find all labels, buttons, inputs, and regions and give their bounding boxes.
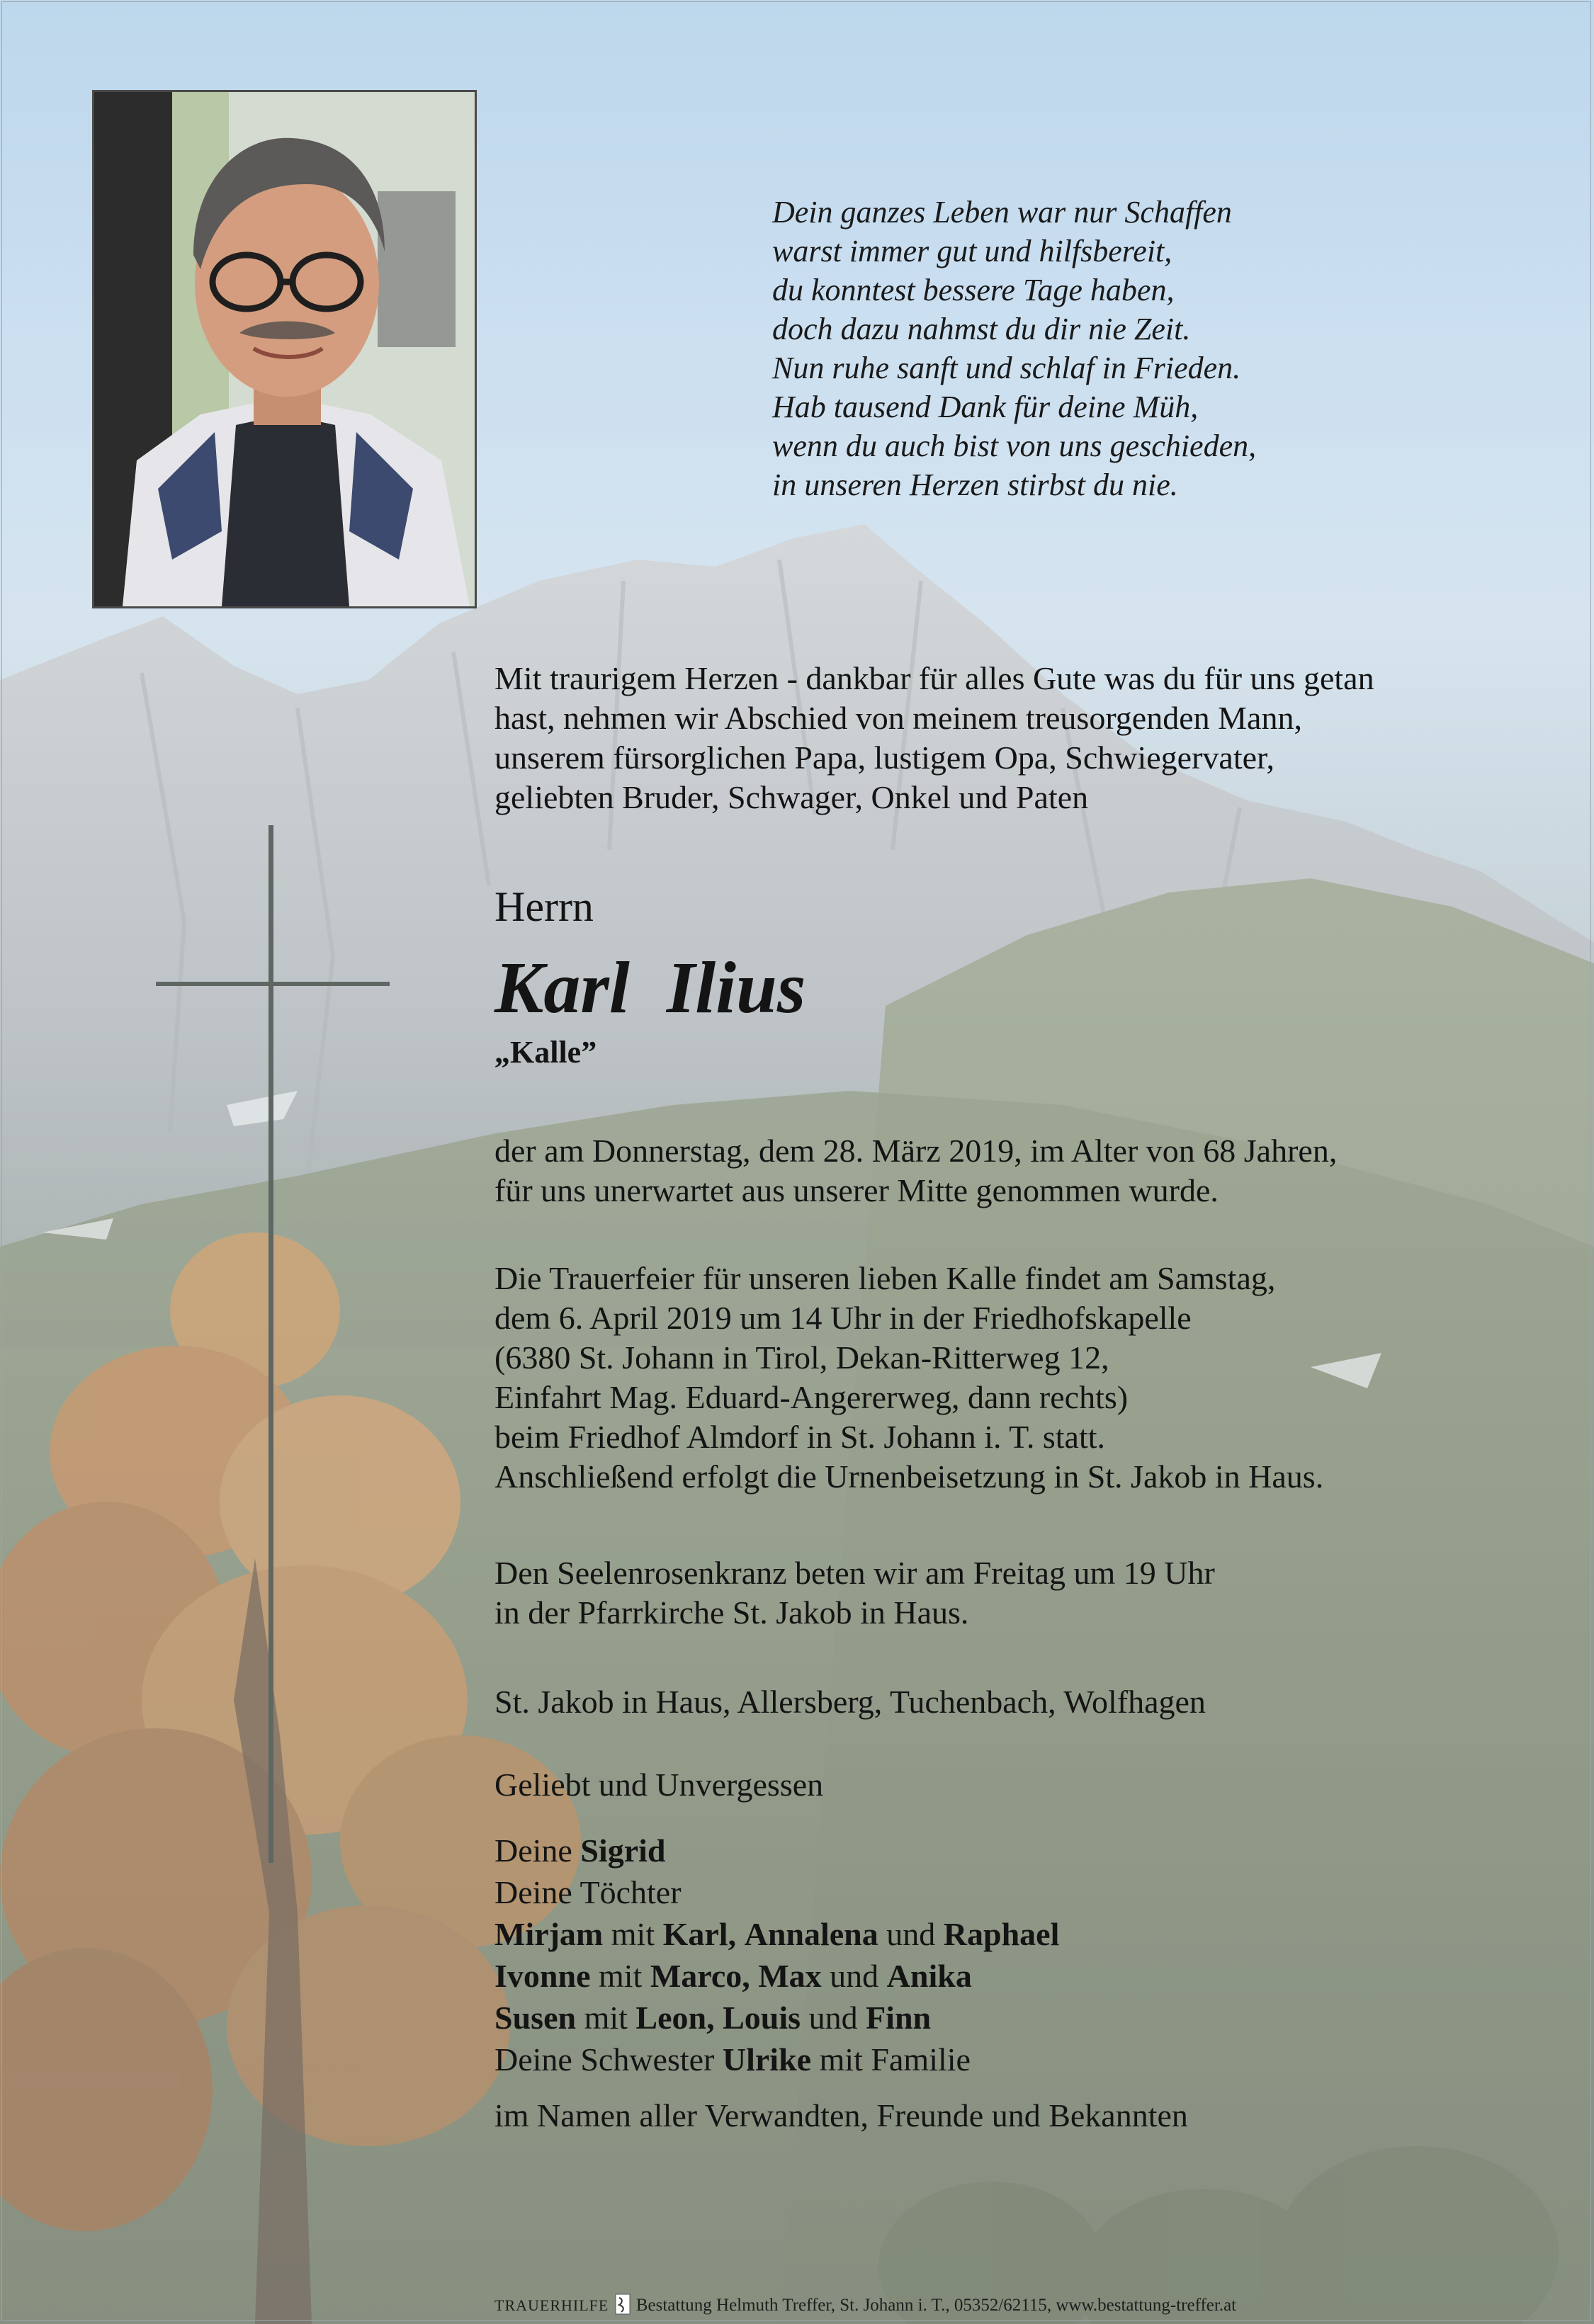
- family-connector: mit: [611, 1916, 655, 1952]
- funeral-line: beim Friedhof Almdorf in St. Johann i. T. statt.: [494, 1419, 1106, 1455]
- family-wife: [494, 1830, 1188, 1871]
- salutation: Herrn: [494, 883, 594, 930]
- memorial-poem: [772, 193, 1481, 504]
- rosary-line: in der Pfarrkirche St. Jakob in Haus.: [494, 1594, 969, 1631]
- family-name-bold: Anika: [886, 1958, 972, 1994]
- funeral-line: Anschließend erfolgt die Urnenbeisetzung in St. Jakob in Haus.: [494, 1458, 1324, 1495]
- family-name-bold: Ivonne: [494, 1958, 591, 1994]
- intro-paragraph: [494, 659, 1557, 817]
- closing-line: Geliebt und Unvergessen: [494, 1767, 824, 1803]
- funeral-line: Einfahrt Mag. Eduard-Angererweg, dann rechts): [494, 1379, 1129, 1415]
- family-connector: und: [830, 1958, 879, 1994]
- family-name-bold: Louis: [723, 2000, 801, 2036]
- family-name-bold: Finn: [866, 2000, 932, 2036]
- cross-icon-vertical: [269, 825, 273, 1863]
- family-name-bold: Raphael: [943, 1916, 1060, 1952]
- family-name-bold: Max: [758, 1958, 822, 1994]
- footer-trauerhilfe: TRAUERHILFE: [494, 2296, 609, 2314]
- signoff-line: im Namen aller Verwandten, Freunde und Bekannten: [494, 2097, 1188, 2133]
- undertaker-logo-icon: [615, 2294, 631, 2315]
- death-notice-line: für uns unerwartet aus unserer Mitte genommen wurde.: [494, 1172, 1219, 1208]
- family-label: Deine: [494, 1832, 572, 1869]
- poem-line: Hab tausend Dank für deine Müh,: [772, 390, 1199, 424]
- family-connector: und: [886, 1916, 936, 1952]
- family-name-bold: Sigrid: [580, 1832, 666, 1869]
- family-name-bold: Ulrike: [722, 2041, 812, 2078]
- funeral-details: [494, 1259, 1557, 1497]
- family-name-bold: Leon,: [635, 2000, 715, 2036]
- portrait-photo: [92, 90, 477, 608]
- poem-line: Dein ganzes Leben war nur Schaffen: [772, 195, 1232, 229]
- family-name-bold: Marco,: [650, 1958, 750, 1994]
- cross-icon-horizontal: [156, 982, 390, 986]
- first-name: Karl: [494, 947, 630, 1028]
- nickname: „Kalle”: [494, 1035, 597, 1070]
- rosary-details: [494, 1553, 1557, 1633]
- family-name-bold: Susen: [494, 2000, 577, 2036]
- family-label: mit Familie: [819, 2041, 971, 2078]
- intro-line: unserem fürsorglichen Papa, lustigem Opa, Schwiegervater,: [494, 739, 1274, 776]
- death-notice-line: der am Donnerstag, dem 28. März 2019, im Alter von 68 Jahren,: [494, 1133, 1338, 1169]
- footer: [494, 2294, 1236, 2316]
- places-line: St. Jakob in Haus, Allersberg, Tuchenbach, Wolfhagen: [494, 1684, 1206, 1720]
- family-sister: [494, 2039, 1188, 2080]
- footer-text: Bestattung Helmuth Treffer, St. Johann i. T., 05352/62115, www.bestattung-treffer.at: [635, 2296, 1237, 2315]
- poem-line: in unseren Herzen stirbst du nie.: [772, 467, 1178, 502]
- family-daughters-label: Deine Töchter: [494, 1874, 682, 1910]
- death-notice: [494, 1131, 1557, 1211]
- funeral-line: Die Trauerfeier für unseren lieben Kalle findet am Samstag,: [494, 1260, 1276, 1296]
- rosary-line: Den Seelenrosenkranz beten wir am Freitag um 19 Uhr: [494, 1555, 1215, 1591]
- poem-line: doch dazu nahmst du dir nie Zeit.: [772, 312, 1191, 346]
- poem-line: wenn du auch bist von uns geschieden,: [772, 429, 1257, 463]
- funeral-line: (6380 St. Johann in Tirol, Dekan-Ritterweg 12,: [494, 1339, 1109, 1376]
- last-name: Ilius: [666, 947, 806, 1028]
- poem-line: Nun ruhe sanft und schlaf in Frieden.: [772, 351, 1241, 385]
- deceased-name: [494, 946, 806, 1031]
- funeral-line: dem 6. April 2019 um 14 Uhr in der Friedhofskapelle: [494, 1300, 1192, 1336]
- family-connector: mit: [584, 2000, 628, 2036]
- family-name-bold: Annalena: [744, 1916, 878, 1952]
- family-row: [494, 1913, 1188, 1955]
- intro-line: hast, nehmen wir Abschied von meinem treusorgenden Mann,: [494, 700, 1302, 736]
- family-row: [494, 1997, 1188, 2039]
- intro-line: geliebten Bruder, Schwager, Onkel und Paten: [494, 779, 1089, 815]
- poem-line: warst immer gut und hilfsbereit,: [772, 234, 1172, 268]
- intro-line: Mit traurigem Herzen - dankbar für alles Gute was du für uns getan: [494, 660, 1374, 696]
- family-connector: und: [808, 2000, 858, 2036]
- family-connector: mit: [598, 1958, 643, 1994]
- family-label: Deine Schwester: [494, 2041, 715, 2078]
- family-row: [494, 1955, 1188, 1997]
- poem-line: du konntest bessere Tage haben,: [772, 273, 1175, 307]
- family-name-bold: Karl,: [662, 1916, 737, 1952]
- family-list: [494, 1830, 1188, 2136]
- family-name-bold: Mirjam: [494, 1916, 604, 1952]
